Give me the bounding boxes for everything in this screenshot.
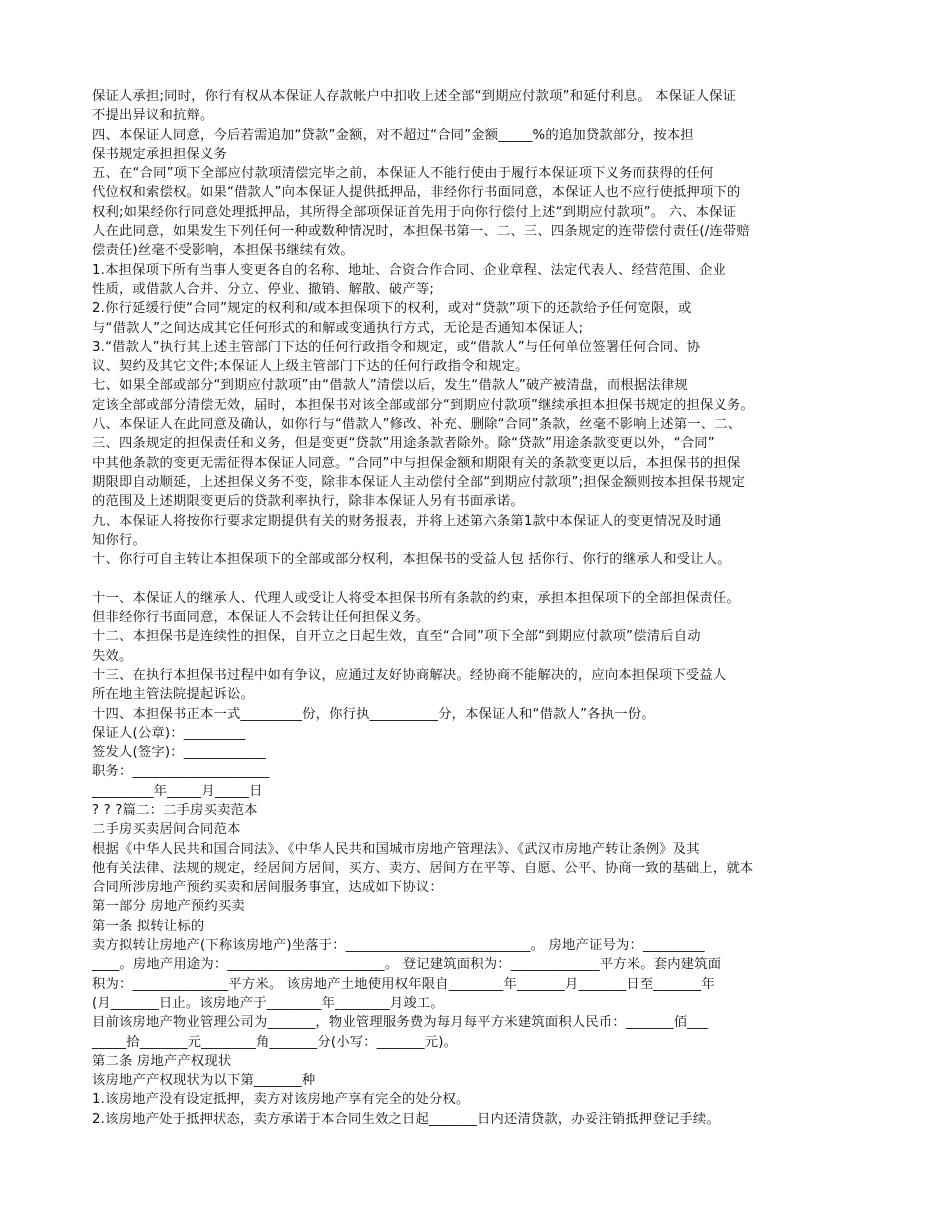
text-line: 但非经你行书面同意，本保证人不会转让任何担保义务。 <box>92 610 430 626</box>
blank-line <box>92 569 862 588</box>
text-line: 二手房买卖居间合同范本 <box>92 822 241 838</box>
text-line: 该房地产产权现状为以下第_______种 <box>92 1073 316 1089</box>
text-line: 1.该房地产没有设定抵押，卖方对该房地产享有完全的处分权。 <box>92 1092 470 1108</box>
text-line: 保证人承担;同时，你行有权从本保证人存款帐户中扣收上述全部“到期应付款项”和延付利息。 本保证人保证 <box>92 89 737 104</box>
text-line: 第一条 拟转让标的 <box>92 918 205 934</box>
text-line: 第一部分 房地产预约买卖 <box>92 899 245 915</box>
text-line: 所在地主管法院提起诉讼。 <box>92 687 254 703</box>
text-line: 十二、本担保书是连续性的担保，自开立之日起生效，直至“合同”项下全部“到期应付款项”偿清后自动 <box>92 629 701 645</box>
text-line: 十三、在执行本担保书过程中如有争议，应通过友好协商解决。经协商不能解决的，应向本担保项下受益人 <box>92 667 727 683</box>
text-line: 根据《中华人民共和国合同法》、《中华人民共和国城市房地产管理法》、《武汉市房地产转让条例》及其 <box>92 841 700 857</box>
text-line: 九、本保证人将按你行要求定期提供有关的财务报表，并将上述第六条第1款中本保证人的变更情况及时通 <box>92 513 722 529</box>
text-line: 五、在“合同”项下全部应付款项清偿完毕之前，本保证人不能行使由于履行本保证项下义务而获得的任何 <box>92 166 714 182</box>
text-line: 十四、本担保书正本一式_________份，你行执__________分，本保证人和“借款人”各执一份。 <box>92 706 655 722</box>
text-line: 签发人(签字)：____________ <box>92 745 266 761</box>
text-line: 三、四条规定的担保责任和义务，但是变更“贷款”用途条款者除外。除“贷款”用途条款变更以外，“合同” <box>92 436 715 452</box>
text-line: 中其他条款的变更无需征得本保证人同意。“合同”中与担保金额和期限有关的条款变更以后，本担保书的担保 <box>92 455 741 471</box>
text-line: ? ? ?篇二：二手房买卖范本 <box>92 802 258 818</box>
text-line: 2.该房地产处于抵押状态，卖方承诺于本合同生效之日起_______日内还清贷款，办妥注销抵押登记手续。 <box>92 1111 720 1127</box>
text-line: 卖方拟转让房地产(下称该房地产)坐落于：___________________________。 房地产证号为：_________ <box>92 938 705 954</box>
text-line: 十、你行可自主转让本担保项下的全部或部分权利，本担保书的受益人包 括你行、你行的继承人和受让人。 <box>92 552 731 568</box>
text-line: 与“借款人”之间达成其它任何形式的和解或变通执行方式，无论是否通知本保证人; <box>92 320 584 336</box>
text-line: 人在此同意，如果发生下列任何一种或数种情况时，本担保书第一、二、三、四条规定的连带偿付责任(/连带赔 <box>92 224 750 240</box>
text-line: 积为：______________平方米。 该房地产土地使用权年限自________年_______月_______日至_______年 <box>92 976 715 992</box>
text-line: 四、本保证人同意，今后若需追加“贷款”金额，对不超过“合同”金额_____%的追加贷款部分，按本担 <box>92 127 694 143</box>
text-line: 2.你行延缓行使“合同”规定的权利和/或本担保项下的权利，或对“贷款”项下的还款给予任何宽限，或 <box>92 301 692 317</box>
document-body <box>92 87 862 1129</box>
text-line: 知你行。 <box>92 532 146 548</box>
text-line: 七、如果全部或部分“到期应付款项”由“借款人”清偿以后，发生“借款人”破产被清盘，而根据法律规 <box>92 378 688 394</box>
text-line: 议、契约及其它文件;本保证人上级主管部门下达的任何行政指令和规定。 <box>92 359 529 375</box>
text-line: 十一、本保证人的继承人、代理人或受让人将受本担保书所有条款的约束，承担本担保项下的全部担保责任。 <box>92 590 740 606</box>
text-line: 3.“借款人”执行其上述主管部门下达的任何行政指令和规定，或“借款人”与任何单位签署任何合同、协 <box>92 339 701 355</box>
text-line: _________年_____月_____日 <box>92 783 263 799</box>
text-line: 保书规定承担担保义务 <box>92 146 227 162</box>
text-line: 1.本担保项下所有当事人变更各自的名称、地址、合资合作合同、企业章程、法定代表人、经营范围、企业 <box>92 262 726 278</box>
text-line: 职务：____________________ <box>92 764 270 780</box>
text-line: (月_______日止。该房地产于________年________月竣工。 <box>92 995 444 1011</box>
text-line: 目前该房地产物业管理公司为_______，物业管理服务费为每月每平方米建筑面积人民币：_______佰___ <box>92 1015 708 1031</box>
text-line: 定该全部或部分清偿无效，届时，本担保书对该全部或部分“到期应付款项”继续承担本担保书规定的担保义务。 <box>92 397 755 413</box>
text-line: 合同所涉房地产预约买卖和居间服务事宜，达成如下协议： <box>92 880 443 896</box>
text-line: 不提出异议和抗辩。 <box>92 108 214 124</box>
text-line: 代位权和索偿权。如果“借款人”向本保证人提供抵押品，非经你行书面同意，本保证人也不应行使抵押项下的 <box>92 185 741 201</box>
text-line: 保证人(公章)：_________ <box>92 725 246 741</box>
text-line: 他有关法律、法规的规定，经居间方居间，买方、卖方、居间方在平等、自愿、公平、协商一致的基础上，就本 <box>92 860 754 876</box>
text-line: ____。房地产用途为：_______________________。 登记建筑面积为：_____________平方米。套内建筑面 <box>92 957 722 973</box>
text-line: 失效。 <box>92 648 133 664</box>
text-line: 权利;如果经你行同意处理抵押品，其所得全部项保证首先用于向你行偿付上述“到期应付款项”。 六、本保证 <box>92 204 737 220</box>
text-line: 第二条 房地产产权现状 <box>92 1053 232 1069</box>
text-line: 偿责任)丝毫不受影响，本担保书继续有效。 <box>92 243 354 259</box>
text-line: 期限即自动顺延，上述担保义务不变，除非本保证人主动偿付全部“到期应付款项”;担保金额则按本担保书规定 <box>92 474 746 490</box>
text-line: 的范围及上述期限变更后的贷款利率执行，除非本保证人另有书面承诺。 <box>92 494 524 510</box>
text-line: 性质，或借款人合并、分立、停业、撤销、解散、破产等; <box>92 281 435 297</box>
text-line: _____拾_______元________角_______分(小写：_______元)。 <box>92 1034 458 1050</box>
text-line: 八、本保证人在此同意及确认，如你行与“借款人”修改、补充、删除“合同”条款，丝毫不影响上述第一、二、 <box>92 417 742 433</box>
